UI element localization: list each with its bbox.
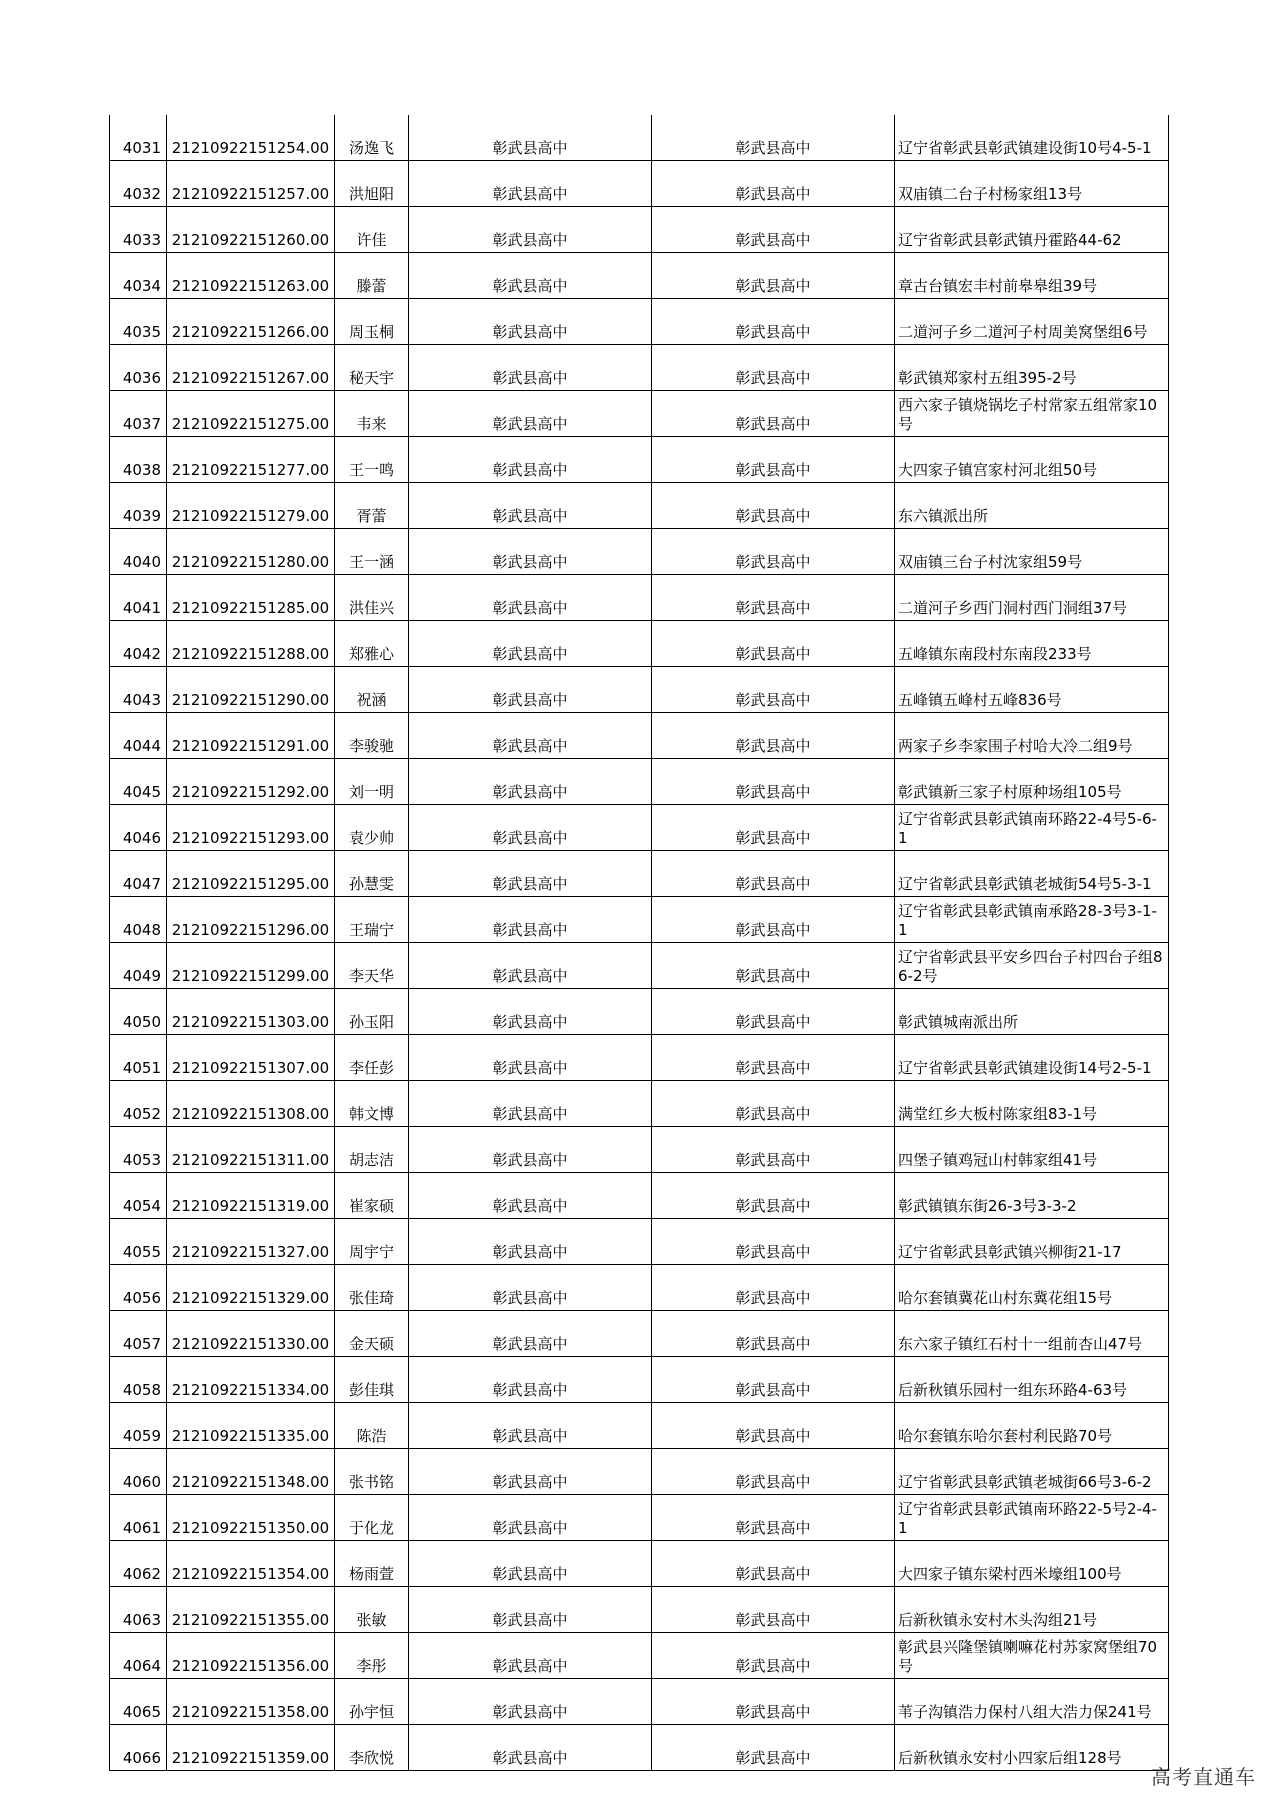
admitted-school-cell: 彰武县高中	[652, 299, 895, 345]
table-row	[110, 667, 1169, 713]
admitted-school-cell: 彰武县高中	[652, 1035, 895, 1081]
student-name-cell: 孙宇恒	[335, 1679, 409, 1725]
school-name-cell: 彰武县高中	[409, 713, 652, 759]
admitted-school-cell: 彰武县高中	[652, 1357, 895, 1403]
row-number-cell: 4033	[110, 207, 167, 253]
home-address-cell: 满堂红乡大板村陈家组83-1号	[895, 1081, 1169, 1127]
exam-id-cell: 21210922151275.00	[167, 391, 335, 437]
table-row	[110, 1081, 1169, 1127]
home-address-cell: 二道河子乡西门洞村西门洞组37号	[895, 575, 1169, 621]
school-name-cell: 彰武县高中	[409, 1357, 652, 1403]
school-name-cell: 彰武县高中	[409, 1219, 652, 1265]
row-number-cell: 4062	[110, 1541, 167, 1587]
admitted-school-cell: 彰武县高中	[652, 253, 895, 299]
exam-id-cell: 21210922151358.00	[167, 1679, 335, 1725]
row-number-cell: 4057	[110, 1311, 167, 1357]
table-row	[110, 299, 1169, 345]
school-name-cell: 彰武县高中	[409, 621, 652, 667]
row-number-cell: 4056	[110, 1265, 167, 1311]
school-name-cell: 彰武县高中	[409, 345, 652, 391]
student-name-cell: 袁少帅	[335, 805, 409, 851]
admitted-school-cell: 彰武县高中	[652, 161, 895, 207]
school-name-cell: 彰武县高中	[409, 1081, 652, 1127]
exam-id-cell: 21210922151327.00	[167, 1219, 335, 1265]
home-address-cell: 辽宁省彰武县彰武镇兴柳街21-17	[895, 1219, 1169, 1265]
row-number-cell: 4051	[110, 1035, 167, 1081]
admitted-school-cell: 彰武县高中	[652, 529, 895, 575]
student-name-cell: 洪旭阳	[335, 161, 409, 207]
admitted-school-cell: 彰武县高中	[652, 437, 895, 483]
admitted-school-cell: 彰武县高中	[652, 391, 895, 437]
exam-id-cell: 21210922151359.00	[167, 1725, 335, 1771]
student-name-cell: 陈浩	[335, 1403, 409, 1449]
table-row	[110, 713, 1169, 759]
home-address-cell: 五峰镇五峰村五峰836号	[895, 667, 1169, 713]
school-name-cell: 彰武县高中	[409, 529, 652, 575]
student-name-cell: 王一鸣	[335, 437, 409, 483]
table-row	[110, 943, 1169, 989]
admitted-school-cell: 彰武县高中	[652, 1219, 895, 1265]
school-name-cell: 彰武县高中	[409, 897, 652, 943]
student-name-cell: 李欣悦	[335, 1725, 409, 1771]
school-name-cell: 彰武县高中	[409, 851, 652, 897]
exam-id-cell: 21210922151311.00	[167, 1127, 335, 1173]
exam-id-cell: 21210922151279.00	[167, 483, 335, 529]
home-address-cell: 四堡子镇鸡冠山村韩家组41号	[895, 1127, 1169, 1173]
row-number-cell: 4066	[110, 1725, 167, 1771]
school-name-cell: 彰武县高中	[409, 115, 652, 161]
home-address-cell: 彰武县兴隆堡镇喇嘛花村苏家窝堡组70号	[895, 1633, 1169, 1679]
watermark-text: 高考直通车	[1151, 1765, 1256, 1789]
row-number-cell: 4059	[110, 1403, 167, 1449]
school-name-cell: 彰武县高中	[409, 575, 652, 621]
row-number-cell: 4043	[110, 667, 167, 713]
admitted-school-cell: 彰武县高中	[652, 1449, 895, 1495]
row-number-cell: 4044	[110, 713, 167, 759]
school-name-cell: 彰武县高中	[409, 759, 652, 805]
student-name-cell: 祝涵	[335, 667, 409, 713]
school-name-cell: 彰武县高中	[409, 1495, 652, 1541]
school-name-cell: 彰武县高中	[409, 1265, 652, 1311]
school-name-cell: 彰武县高中	[409, 1449, 652, 1495]
exam-id-cell: 21210922151292.00	[167, 759, 335, 805]
exam-id-cell: 21210922151356.00	[167, 1633, 335, 1679]
exam-id-cell: 21210922151355.00	[167, 1587, 335, 1633]
exam-id-cell: 21210922151257.00	[167, 161, 335, 207]
student-name-cell: 洪佳兴	[335, 575, 409, 621]
admitted-school-cell: 彰武县高中	[652, 1127, 895, 1173]
table-row	[110, 253, 1169, 299]
home-address-cell: 两家子乡李家围子村哈大冷二组9号	[895, 713, 1169, 759]
exam-id-cell: 21210922151263.00	[167, 253, 335, 299]
exam-id-cell: 21210922151260.00	[167, 207, 335, 253]
admitted-school-cell: 彰武县高中	[652, 1679, 895, 1725]
row-number-cell: 4034	[110, 253, 167, 299]
row-number-cell: 4054	[110, 1173, 167, 1219]
row-number-cell: 4042	[110, 621, 167, 667]
exam-id-cell: 21210922151277.00	[167, 437, 335, 483]
student-name-cell: 李天华	[335, 943, 409, 989]
student-name-cell: 刘一明	[335, 759, 409, 805]
admitted-school-cell: 彰武县高中	[652, 851, 895, 897]
home-address-cell: 彰武镇郑家村五组395-2号	[895, 345, 1169, 391]
row-number-cell: 4040	[110, 529, 167, 575]
school-name-cell: 彰武县高中	[409, 1127, 652, 1173]
exam-id-cell: 21210922151335.00	[167, 1403, 335, 1449]
school-name-cell: 彰武县高中	[409, 1541, 652, 1587]
row-number-cell: 4058	[110, 1357, 167, 1403]
row-number-cell: 4055	[110, 1219, 167, 1265]
school-name-cell: 彰武县高中	[409, 1725, 652, 1771]
home-address-cell: 辽宁省彰武县彰武镇南环路22-4号5-6-1	[895, 805, 1169, 851]
row-number-cell: 4049	[110, 943, 167, 989]
row-number-cell: 4031	[110, 115, 167, 161]
admitted-school-cell: 彰武县高中	[652, 1265, 895, 1311]
student-name-cell: 胡志洁	[335, 1127, 409, 1173]
admitted-school-cell: 彰武县高中	[652, 1081, 895, 1127]
exam-id-cell: 21210922151299.00	[167, 943, 335, 989]
admitted-school-cell: 彰武县高中	[652, 345, 895, 391]
school-name-cell: 彰武县高中	[409, 1633, 652, 1679]
admitted-school-cell: 彰武县高中	[652, 943, 895, 989]
home-address-cell: 辽宁省彰武县彰武镇南环路22-5号2-4-1	[895, 1495, 1169, 1541]
table-row	[110, 1265, 1169, 1311]
home-address-cell: 东六家子镇红石村十一组前杏山47号	[895, 1311, 1169, 1357]
student-name-cell: 李骏驰	[335, 713, 409, 759]
student-name-cell: 彭佳琪	[335, 1357, 409, 1403]
exam-id-cell: 21210922151303.00	[167, 989, 335, 1035]
home-address-cell: 彰武镇城南派出所	[895, 989, 1169, 1035]
school-name-cell: 彰武县高中	[409, 943, 652, 989]
home-address-cell: 辽宁省彰武县彰武镇丹霍路44-62	[895, 207, 1169, 253]
home-address-cell: 哈尔套镇东哈尔套村利民路70号	[895, 1403, 1169, 1449]
table-row	[110, 391, 1169, 437]
table-row	[110, 1495, 1169, 1541]
admitted-school-cell: 彰武县高中	[652, 1587, 895, 1633]
home-address-cell: 辽宁省彰武县平安乡四台子村四台子组86-2号	[895, 943, 1169, 989]
home-address-cell: 东六镇派出所	[895, 483, 1169, 529]
row-number-cell: 4038	[110, 437, 167, 483]
row-number-cell: 4065	[110, 1679, 167, 1725]
row-number-cell: 4060	[110, 1449, 167, 1495]
row-number-cell: 4036	[110, 345, 167, 391]
admitted-school-cell: 彰武县高中	[652, 667, 895, 713]
table-row	[110, 1725, 1169, 1771]
row-number-cell: 4053	[110, 1127, 167, 1173]
admitted-school-cell: 彰武县高中	[652, 621, 895, 667]
row-number-cell: 4050	[110, 989, 167, 1035]
table-row	[110, 1035, 1169, 1081]
student-name-cell: 李任彭	[335, 1035, 409, 1081]
home-address-cell: 后新秋镇乐园村一组东环路4-63号	[895, 1357, 1169, 1403]
table-row	[110, 115, 1169, 161]
home-address-cell: 双庙镇三台子村沈家组59号	[895, 529, 1169, 575]
home-address-cell: 辽宁省彰武县彰武镇建设街14号2-5-1	[895, 1035, 1169, 1081]
student-name-cell: 于化龙	[335, 1495, 409, 1541]
home-address-cell: 彰武镇镇东街26-3号3-3-2	[895, 1173, 1169, 1219]
table-row	[110, 437, 1169, 483]
student-name-cell: 郑雅心	[335, 621, 409, 667]
exam-id-cell: 21210922151267.00	[167, 345, 335, 391]
school-name-cell: 彰武县高中	[409, 1403, 652, 1449]
table-row	[110, 1357, 1169, 1403]
row-number-cell: 4037	[110, 391, 167, 437]
row-number-cell: 4041	[110, 575, 167, 621]
school-name-cell: 彰武县高中	[409, 667, 652, 713]
table-row	[110, 1311, 1169, 1357]
table-row	[110, 1219, 1169, 1265]
home-address-cell: 辽宁省彰武县彰武镇南承路28-3号3-1-1	[895, 897, 1169, 943]
exam-id-cell: 21210922151319.00	[167, 1173, 335, 1219]
student-name-cell: 韦来	[335, 391, 409, 437]
table-row	[110, 1541, 1169, 1587]
school-name-cell: 彰武县高中	[409, 207, 652, 253]
exam-id-cell: 21210922151295.00	[167, 851, 335, 897]
home-address-cell: 辽宁省彰武县彰武镇老城街54号5-3-1	[895, 851, 1169, 897]
table-row	[110, 1403, 1169, 1449]
table-row	[110, 621, 1169, 667]
school-name-cell: 彰武县高中	[409, 805, 652, 851]
exam-id-cell: 21210922151334.00	[167, 1357, 335, 1403]
exam-id-cell: 21210922151291.00	[167, 713, 335, 759]
exam-id-cell: 21210922151285.00	[167, 575, 335, 621]
student-name-cell: 周宇宁	[335, 1219, 409, 1265]
home-address-cell: 辽宁省彰武县彰武镇建设街10号4-5-1	[895, 115, 1169, 161]
student-name-cell: 胥蕾	[335, 483, 409, 529]
exam-id-cell: 21210922151266.00	[167, 299, 335, 345]
admitted-school-cell: 彰武县高中	[652, 897, 895, 943]
row-number-cell: 4064	[110, 1633, 167, 1679]
home-address-cell: 辽宁省彰武县彰武镇老城街66号3-6-2	[895, 1449, 1169, 1495]
row-number-cell: 4039	[110, 483, 167, 529]
table-row	[110, 345, 1169, 391]
home-address-cell: 章古台镇宏丰村前皋皋组39号	[895, 253, 1169, 299]
admitted-school-cell: 彰武县高中	[652, 1633, 895, 1679]
school-name-cell: 彰武县高中	[409, 1587, 652, 1633]
admitted-school-cell: 彰武县高中	[652, 713, 895, 759]
home-address-cell: 大四家子镇东梁村西米壕组100号	[895, 1541, 1169, 1587]
table-row	[110, 1679, 1169, 1725]
exam-id-cell: 21210922151288.00	[167, 621, 335, 667]
admitted-school-cell: 彰武县高中	[652, 1725, 895, 1771]
school-name-cell: 彰武县高中	[409, 161, 652, 207]
table-row	[110, 897, 1169, 943]
admitted-school-cell: 彰武县高中	[652, 1403, 895, 1449]
exam-id-cell: 21210922151308.00	[167, 1081, 335, 1127]
row-number-cell: 4061	[110, 1495, 167, 1541]
home-address-cell: 哈尔套镇冀花山村东冀花组15号	[895, 1265, 1169, 1311]
student-name-cell: 许佳	[335, 207, 409, 253]
row-number-cell: 4048	[110, 897, 167, 943]
student-name-cell: 张书铭	[335, 1449, 409, 1495]
table-row	[110, 529, 1169, 575]
table-row	[110, 1449, 1169, 1495]
row-number-cell: 4035	[110, 299, 167, 345]
table-row	[110, 483, 1169, 529]
student-name-cell: 周玉桐	[335, 299, 409, 345]
student-table	[109, 115, 1169, 1771]
row-number-cell: 4063	[110, 1587, 167, 1633]
exam-id-cell: 21210922151330.00	[167, 1311, 335, 1357]
exam-id-cell: 21210922151293.00	[167, 805, 335, 851]
student-name-cell: 王一涵	[335, 529, 409, 575]
table-row	[110, 1633, 1169, 1679]
exam-id-cell: 21210922151280.00	[167, 529, 335, 575]
row-number-cell: 4052	[110, 1081, 167, 1127]
school-name-cell: 彰武县高中	[409, 1173, 652, 1219]
student-name-cell: 孙慧雯	[335, 851, 409, 897]
student-name-cell: 杨雨萱	[335, 1541, 409, 1587]
table-row	[110, 1587, 1169, 1633]
exam-id-cell: 21210922151290.00	[167, 667, 335, 713]
admitted-school-cell: 彰武县高中	[652, 1541, 895, 1587]
school-name-cell: 彰武县高中	[409, 1679, 652, 1725]
table-row	[110, 805, 1169, 851]
student-name-cell: 金天硕	[335, 1311, 409, 1357]
exam-id-cell: 21210922151348.00	[167, 1449, 335, 1495]
student-name-cell: 张敏	[335, 1587, 409, 1633]
exam-id-cell: 21210922151307.00	[167, 1035, 335, 1081]
home-address-cell: 大四家子镇宫家村河北组50号	[895, 437, 1169, 483]
school-name-cell: 彰武县高中	[409, 437, 652, 483]
admitted-school-cell: 彰武县高中	[652, 115, 895, 161]
admitted-school-cell: 彰武县高中	[652, 1311, 895, 1357]
table-row	[110, 1173, 1169, 1219]
admitted-school-cell: 彰武县高中	[652, 207, 895, 253]
table-row	[110, 759, 1169, 805]
student-name-cell: 王瑞宁	[335, 897, 409, 943]
admitted-school-cell: 彰武县高中	[652, 1495, 895, 1541]
row-number-cell: 4032	[110, 161, 167, 207]
exam-id-cell: 21210922151350.00	[167, 1495, 335, 1541]
admitted-school-cell: 彰武县高中	[652, 483, 895, 529]
table-row	[110, 207, 1169, 253]
exam-id-cell: 21210922151254.00	[167, 115, 335, 161]
student-name-cell: 汤逸飞	[335, 115, 409, 161]
school-name-cell: 彰武县高中	[409, 391, 652, 437]
school-name-cell: 彰武县高中	[409, 483, 652, 529]
student-name-cell: 崔家硕	[335, 1173, 409, 1219]
admitted-school-cell: 彰武县高中	[652, 759, 895, 805]
exam-id-cell: 21210922151329.00	[167, 1265, 335, 1311]
table-row	[110, 851, 1169, 897]
home-address-cell: 二道河子乡二道河子村周美窝堡组6号	[895, 299, 1169, 345]
home-address-cell: 西六家子镇烧锅圪子村常家五组常家10号	[895, 391, 1169, 437]
table-row	[110, 989, 1169, 1035]
home-address-cell: 双庙镇二台子村杨家组13号	[895, 161, 1169, 207]
home-address-cell: 五峰镇东南段村东南段233号	[895, 621, 1169, 667]
table-row	[110, 575, 1169, 621]
student-name-cell: 韩文博	[335, 1081, 409, 1127]
school-name-cell: 彰武县高中	[409, 989, 652, 1035]
row-number-cell: 4046	[110, 805, 167, 851]
exam-id-cell: 21210922151296.00	[167, 897, 335, 943]
school-name-cell: 彰武县高中	[409, 253, 652, 299]
admitted-school-cell: 彰武县高中	[652, 575, 895, 621]
admitted-school-cell: 彰武县高中	[652, 989, 895, 1035]
home-address-cell: 苇子沟镇浩力保村八组大浩力保241号	[895, 1679, 1169, 1725]
row-number-cell: 4045	[110, 759, 167, 805]
student-name-cell: 李彤	[335, 1633, 409, 1679]
table-row	[110, 1127, 1169, 1173]
student-name-cell: 秘天宇	[335, 345, 409, 391]
row-number-cell: 4047	[110, 851, 167, 897]
school-name-cell: 彰武县高中	[409, 1035, 652, 1081]
school-name-cell: 彰武县高中	[409, 299, 652, 345]
admitted-school-cell: 彰武县高中	[652, 805, 895, 851]
student-name-cell: 孙玉阳	[335, 989, 409, 1035]
student-table-body	[110, 115, 1169, 1771]
student-name-cell: 滕蕾	[335, 253, 409, 299]
student-name-cell: 张佳琦	[335, 1265, 409, 1311]
home-address-cell: 后新秋镇永安村木头沟组21号	[895, 1587, 1169, 1633]
admitted-school-cell: 彰武县高中	[652, 1173, 895, 1219]
exam-id-cell: 21210922151354.00	[167, 1541, 335, 1587]
table-row	[110, 161, 1169, 207]
home-address-cell: 彰武镇新三家子村原种场组105号	[895, 759, 1169, 805]
home-address-cell: 后新秋镇永安村小四家后组128号	[895, 1725, 1169, 1771]
school-name-cell: 彰武县高中	[409, 1311, 652, 1357]
